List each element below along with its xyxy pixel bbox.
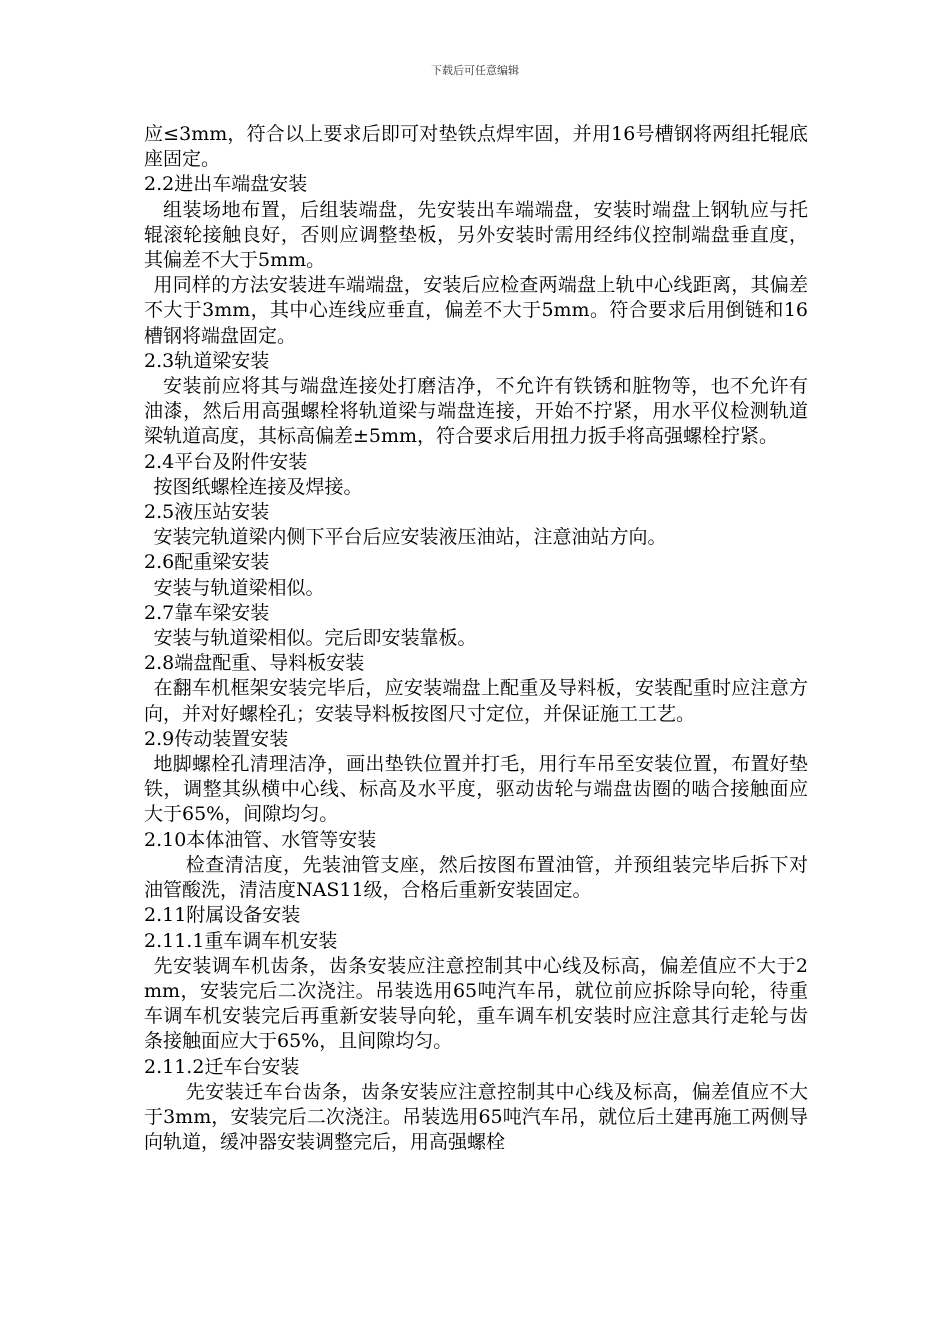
paragraph: 组装场地布置，后组装端盘，先安装出车端端盘，安装时端盘上钢轨应与托辊滚轮接触良好，否则应调整垫板，另外安装时需用经纬仪控制端盘垂直度，其偏差不大于5mm。 <box>144 198 808 272</box>
paragraph: 用同样的方法安装进车端端盘，安装后应检查两端盘上轨中心线距离，其偏差不大于3mm，其中心连线应垂直，偏差不大于5mm。符合要求后用倒链和16槽钢将端盘固定。 <box>144 274 808 347</box>
section-heading: 2.7靠车梁安装 <box>144 601 270 624</box>
paragraph: 地脚螺栓孔清理洁净，画出垫铁位置并打毛，用行车吊至安装位置，布置好垫铁，调整其纵横中心线、标高及水平度，驱动齿轮与端盘齿圈的啮合接触面应大于65%，间隙均匀。 <box>144 753 808 826</box>
section-heading: 2.9传动装置安装 <box>144 727 289 750</box>
paragraph: 先安装迁车台齿条，齿条安装应注意控制其中心线及标高，偏差值应不大于3mm，安装完后二次浇注。吊装选用65吨汽车吊，就位后土建再施工两侧导向轨道，缓冲器安装调整完后，用高强螺栓 <box>144 1080 808 1154</box>
subsection-heading: 2.11.1重车调车机安装 <box>144 929 338 952</box>
paragraph: 检查清洁度，先装油管支座，然后按图布置油管，并预组装完毕后拆下对油管酸洗，清洁度NAS11级，合格后重新安装固定。 <box>144 853 808 902</box>
paragraph: 应≤3mm，符合以上要求后即可对垫铁点焊牢固，并用16号槽钢将两组托辊底座固定。 <box>144 123 808 171</box>
paragraph: 按图纸螺栓连接及焊接。 <box>153 475 363 498</box>
section-heading: 2.10本体油管、水管等安装 <box>144 828 377 851</box>
paragraph: 在翻车机框架安装完毕后，应安装端盘上配重及导料板，安装配重时应注意方向，并对好螺栓孔；安装导料板按图尺寸定位，并保证施工工艺。 <box>144 677 808 725</box>
section-heading: 2.5液压站安装 <box>144 501 270 524</box>
paragraph: 安装与轨道梁相似。 <box>153 576 325 599</box>
section-heading: 2.3轨道梁安装 <box>144 349 270 372</box>
subsection-heading: 2.11.2迁车台安装 <box>144 1055 300 1078</box>
paragraph: 安装前应将其与端盘连接处打磨洁净，不允许有铁锈和脏物等，也不允许有油漆，然后用高强螺栓将轨道梁与端盘连接，开始不拧紧，用水平仪检测轨道梁轨道高度，其标高偏差±5mm，符合要求后用扭力扳手将高强螺栓拧紧。 <box>144 375 808 448</box>
paragraph: 安装与轨道梁相似。完后即安装靠板。 <box>153 627 477 650</box>
section-heading: 2.11附属设备安装 <box>144 904 301 927</box>
paragraph: 安装完轨道梁内侧下平台后应安装液压油站，注意油站方向。 <box>153 526 667 549</box>
page-header: 下载后可任意编辑 <box>431 64 519 77</box>
paragraph: 先安装调车机齿条，齿条安装应注意控制其中心线及标高，偏差值应不大于2mm，安装完后二次浇注。吊装选用65吨汽车吊，就位前应拆除导向轮，待重车调车机安装完后再重新安装导向轮，重车调车机安装时应注意其行走轮与齿条接触面应大于65%，且间隙均匀。 <box>144 954 808 1053</box>
section-heading: 2.4平台及附件安装 <box>144 450 308 473</box>
section-heading: 2.6配重梁安装 <box>144 551 270 574</box>
document-body <box>144 122 808 1155</box>
section-heading: 2.8端盘配重、导料板安装 <box>144 652 365 675</box>
section-heading: 2.2进出车端盘安装 <box>144 173 308 196</box>
